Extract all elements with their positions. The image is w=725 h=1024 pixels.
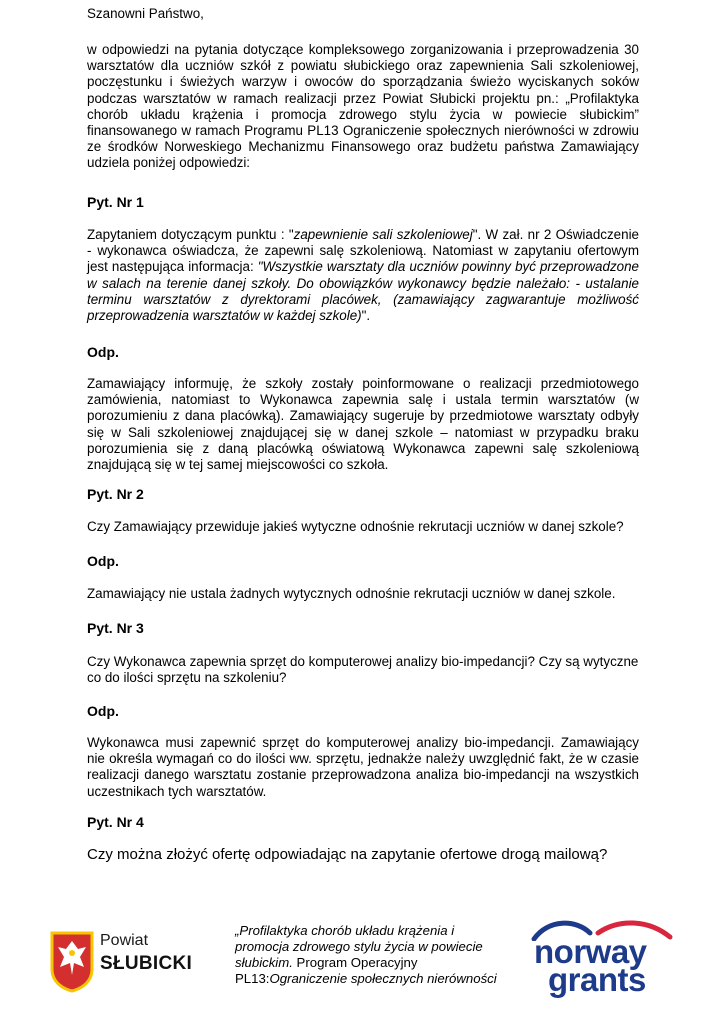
answer-2-text: Zamawiający nie ustala żadnych wytycznych odnośnie rekrutacji uczniów w danej szkole. [87, 586, 616, 601]
footer [0, 905, 725, 1015]
question-4-text: Czy można złożyć ofertę odpowiadając na zapytanie ofertowe drogą mailową? [87, 846, 608, 863]
answer-3-title: Odp. [87, 703, 119, 719]
salutation: Szanowni Państwo, [87, 6, 204, 21]
answer-3-text: Wykonawca musi zapewnić sprzęt do komputerowej analizy bio-impedancji. Zamawiający nie określa wymagań co do ilości ww. sprzętu, jednakże należy uwzględnić fakt, że w czasie realizacji danego warsztatu zostanie przeprowadzona analiza bio-impedancji na wszystkich uczestnikach tych warsztatów. [87, 735, 639, 799]
question-3-text: Czy Wykonawca zapewnia sprzęt do komputerowej analizy bio-impedancji? Czy są wytyczne co do ilości sprzętu na szkoleniu? [87, 654, 639, 686]
question-2-text: Czy Zamawiający przewiduje jakieś wytyczne odnośnie rekrutacji uczniów w danej szkole? [87, 519, 624, 534]
question-4-title: Pyt. Nr 4 [87, 814, 144, 830]
answer-1-title: Odp. [87, 344, 119, 360]
question-1-title: Pyt. Nr 1 [87, 194, 144, 210]
question-2-title: Pyt. Nr 2 [87, 486, 144, 502]
powiat-slubicki-logo [50, 927, 202, 995]
question-1-text: Zapytaniem dotyczącym punktu : "zapewnienie sali szkoleniowej". W zał. nr 2 Oświadczenie - wykonawca oświadcza, że zapewni salę szkoleniową. Natomiast w zapytaniu ofertowym jest następująca informacja: "Wszystkie warsztaty dla uczniów powinny być przeprowadzone w salach na terenie danej szkoły. Do obowiązków wykonawcy będzie należało: - ustalanie terminu warsztatów z dyrektorami placówek, (zamawiający zagwarantuje możliwość przeprowadzenia warsztatów w każdej szkole)". [87, 227, 640, 324]
norway-grants-logo [528, 917, 678, 997]
answer-2-title: Odp. [87, 553, 119, 569]
logo-norway-text: norway [534, 933, 647, 970]
logo-powiat-text: Powiat [100, 932, 149, 949]
logo-slubicki-text: SŁUBICKI [100, 953, 193, 974]
logo-grants-text: grants [548, 961, 646, 998]
crest-icon [50, 931, 94, 993]
intro-paragraph: w odpowiedzi na pytania dotyczące kompleksowego zorganizowania i przeprowadzenia 30 warsztatów dla uczniów szkół z powiatu słubickiego oraz zapewnienia Sali szkoleniowej, poczęstunku i świeżych warzyw i owoców do sporządzania świeżo wyciskanych soków podczas warsztatów w ramach realizacji przez Powiat Słubicki projektu pn.: „Profilaktyka chorób układu krążenia i promocja zdrowego stylu życia w powiecie słubickim” finansowanego w ramach Programu PL13 Ograniczenie społecznych nierówności w zdrowiu ze środków Norweskiego Mechanizmu Finansowego oraz budżetu państwa Zamawiający udziela poniżej odpowiedzi: [87, 42, 639, 171]
question-3-title: Pyt. Nr 3 [87, 620, 144, 636]
answer-1-text: Zamawiający informuję, że szkoły zostały poinformowane o realizacji przedmiotowego zamówienia, natomiast to Wykonawca zapewnia salę i ustala termin warsztatów (w porozumieniu z dana placówką). Zamawiający sugeruje by przedmiotowe warsztaty odbyły się w Sali szkoleniowej znajdującej się w danej szkole – natomiast w przypadku braku porozumienia się z daną placówką oświatową Wykonawca zapewni salę szkoleniową znajdującą się w tej samej miejscowości co szkoła. [87, 376, 639, 473]
project-description: „Profilaktyka chorób układu krążenia i promocja zdrowego stylu życia w powiecie słubickim. Program Operacyjny PL13:Ograniczenie społecznych nierówności [235, 923, 497, 986]
